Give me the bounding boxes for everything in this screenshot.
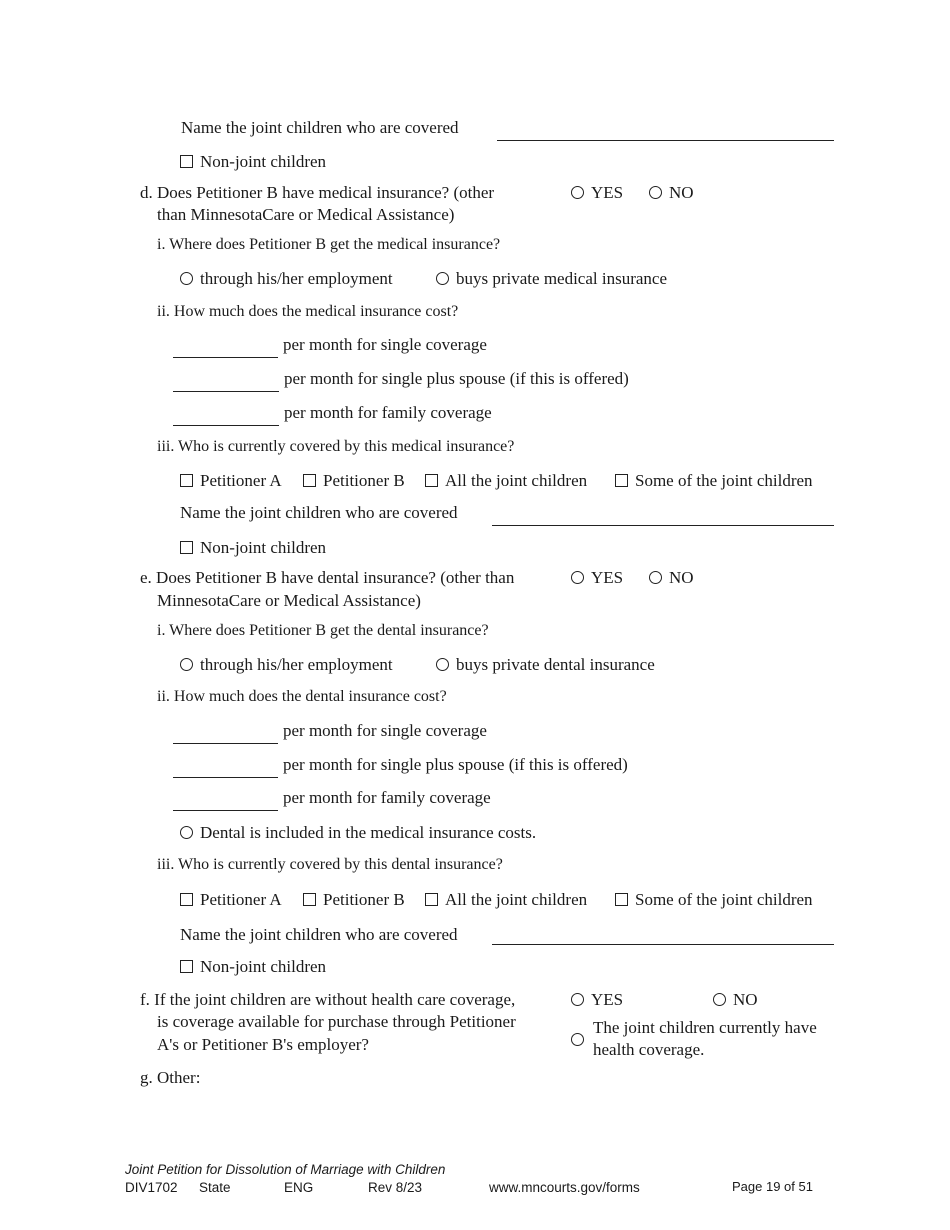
- d-employment-option[interactable]: through his/her employment: [180, 269, 393, 289]
- e-cost-single-label: per month for single coverage: [283, 721, 487, 740]
- d-question-line2: than MinnesotaCare or Medical Assistance): [157, 205, 455, 224]
- d-yes-option[interactable]: YES: [571, 183, 623, 203]
- d-no-radio[interactable]: [649, 186, 662, 199]
- f-yes-option[interactable]: YES: [571, 990, 623, 1010]
- e-private-option[interactable]: buys private dental insurance: [436, 655, 655, 675]
- e-petitioner-a-option[interactable]: Petitioner A: [180, 890, 282, 910]
- d-employment-radio[interactable]: [180, 272, 193, 285]
- e-yes-radio[interactable]: [571, 571, 584, 584]
- e-petitioner-b-checkbox[interactable]: [303, 893, 316, 906]
- d-cost-spouse-input[interactable]: [173, 391, 279, 392]
- e-cost-spouse-label: per month for single plus spouse (if this is offered): [283, 755, 628, 774]
- f-question-line3: A's or Petitioner B's employer?: [157, 1035, 369, 1054]
- d-cost-family-input[interactable]: [173, 425, 279, 426]
- d-petitioner-b-option[interactable]: Petitioner B: [303, 471, 405, 491]
- d-private-radio[interactable]: [436, 272, 449, 285]
- e-dental-included-radio[interactable]: [180, 826, 193, 839]
- d-name-children-input[interactable]: [492, 525, 834, 526]
- f-already-covered-line2: health coverage.: [593, 1040, 705, 1059]
- f-already-covered-radio[interactable]: [571, 1033, 584, 1046]
- e-no-radio[interactable]: [649, 571, 662, 584]
- e-cost-family-label: per month for family coverage: [283, 788, 491, 807]
- d-petitioner-b-checkbox[interactable]: [303, 474, 316, 487]
- d-petitioner-a-checkbox[interactable]: [180, 474, 193, 487]
- footer-language: ENG: [284, 1180, 314, 1195]
- d-name-children-label: Name the joint children who are covered: [180, 503, 458, 522]
- e-employment-radio[interactable]: [180, 658, 193, 671]
- name-children-input[interactable]: [497, 140, 834, 141]
- footer-page-number: Page 19 of 51: [732, 1179, 813, 1194]
- e-cost-single-input[interactable]: [173, 743, 278, 744]
- f-question-line2: is coverage available for purchase through Petitioner: [157, 1012, 516, 1031]
- footer-form-id: DIV1702: [125, 1180, 178, 1195]
- non-joint-checkbox[interactable]: [180, 155, 193, 168]
- d-i-question: i. Where does Petitioner B get the medical insurance?: [157, 236, 501, 253]
- f-question-line1: f. If the joint children are without health care coverage,: [140, 990, 516, 1009]
- d-cost-single-input[interactable]: [173, 357, 278, 358]
- d-some-children-checkbox[interactable]: [615, 474, 628, 487]
- d-private-option[interactable]: buys private medical insurance: [436, 269, 667, 289]
- e-question-line1: e. Does Petitioner B have dental insurance? (other than: [140, 568, 515, 587]
- d-non-joint-checkbox[interactable]: [180, 541, 193, 554]
- d-iii-question: iii. Who is currently covered by this medical insurance?: [157, 438, 515, 455]
- e-some-children-option[interactable]: Some of the joint children: [615, 890, 813, 910]
- footer-url[interactable]: www.mncourts.gov/forms: [489, 1180, 640, 1195]
- e-ii-question: ii. How much does the dental insurance cost?: [157, 688, 447, 705]
- footer-form-title: Joint Petition for Dissolution of Marriage with Children: [125, 1162, 446, 1177]
- e-name-children-label: Name the joint children who are covered: [180, 925, 458, 944]
- f-no-radio[interactable]: [713, 993, 726, 1006]
- e-dental-included-option[interactable]: Dental is included in the medical insurance costs.: [180, 823, 536, 843]
- e-employment-option[interactable]: through his/her employment: [180, 655, 393, 675]
- d-some-children-option[interactable]: Some of the joint children: [615, 471, 813, 491]
- e-all-children-checkbox[interactable]: [425, 893, 438, 906]
- d-cost-spouse-label: per month for single plus spouse (if this is offered): [284, 369, 629, 388]
- d-petitioner-a-option[interactable]: Petitioner A: [180, 471, 282, 491]
- non-joint-option[interactable]: Non-joint children: [180, 152, 326, 172]
- d-cost-single-label: per month for single coverage: [283, 335, 487, 354]
- f-already-covered-line1: The joint children currently have: [593, 1018, 817, 1037]
- e-private-radio[interactable]: [436, 658, 449, 671]
- e-cost-family-input[interactable]: [173, 810, 278, 811]
- footer-revision: Rev 8/23: [368, 1180, 423, 1195]
- e-all-children-option[interactable]: All the joint children: [425, 890, 587, 910]
- e-name-children-input[interactable]: [492, 944, 834, 945]
- f-no-option[interactable]: NO: [713, 990, 758, 1010]
- d-ii-question: ii. How much does the medical insurance cost?: [157, 303, 459, 320]
- footer-jurisdiction: State: [199, 1180, 231, 1195]
- d-yes-radio[interactable]: [571, 186, 584, 199]
- e-non-joint-option[interactable]: Non-joint children: [180, 957, 326, 977]
- e-some-children-checkbox[interactable]: [615, 893, 628, 906]
- e-iii-question: iii. Who is currently covered by this dental insurance?: [157, 856, 503, 873]
- e-i-question: i. Where does Petitioner B get the dental insurance?: [157, 622, 489, 639]
- d-no-option[interactable]: NO: [649, 183, 694, 203]
- e-cost-spouse-input[interactable]: [173, 777, 278, 778]
- e-no-option[interactable]: NO: [649, 568, 694, 588]
- d-cost-family-label: per month for family coverage: [284, 403, 492, 422]
- e-petitioner-b-option[interactable]: Petitioner B: [303, 890, 405, 910]
- d-all-children-checkbox[interactable]: [425, 474, 438, 487]
- name-children-label: Name the joint children who are covered: [181, 118, 459, 137]
- e-yes-option[interactable]: YES: [571, 568, 623, 588]
- d-question-line1: d. Does Petitioner B have medical insurance? (other: [140, 183, 495, 202]
- g-other-label: g. Other:: [140, 1068, 201, 1087]
- e-petitioner-a-checkbox[interactable]: [180, 893, 193, 906]
- e-question-line2: MinnesotaCare or Medical Assistance): [157, 591, 421, 610]
- f-yes-radio[interactable]: [571, 993, 584, 1006]
- d-all-children-option[interactable]: All the joint children: [425, 471, 587, 491]
- e-non-joint-checkbox[interactable]: [180, 960, 193, 973]
- d-non-joint-option[interactable]: Non-joint children: [180, 538, 326, 558]
